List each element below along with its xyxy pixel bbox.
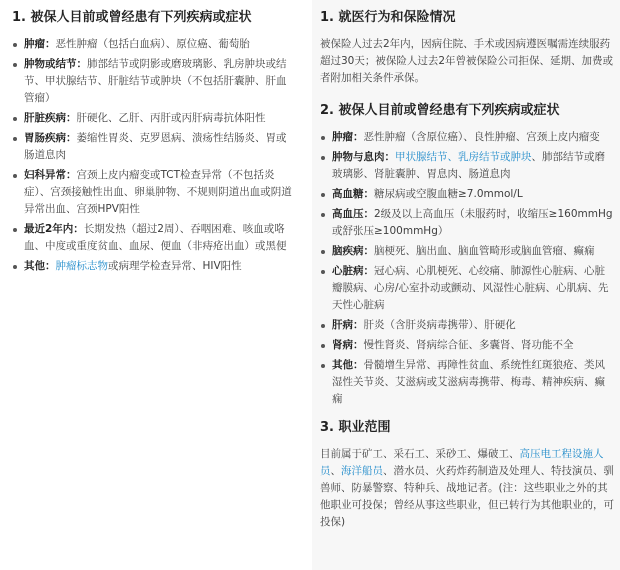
condition-mass-polyp — [320, 149, 614, 183]
condition-brain — [320, 243, 614, 260]
condition-nodule — [12, 56, 294, 107]
tumor-marker-link[interactable]: 肿瘤标志物 — [55, 260, 108, 272]
item-lead: 最近2年内： — [24, 223, 84, 235]
item-text: 长期发热（超过2周）、吞咽困难、咳血或咯血、中度或重度贫血、血尿、便血（非痔疮出血）或黑便 — [24, 223, 287, 252]
item-text: 恶性肿瘤（含原位癌）、良性肿瘤、宫颈上皮内瘤变 — [363, 131, 600, 143]
right-condition-list — [320, 129, 614, 408]
section-2-title: 2. 被保人目前或曾经患有下列疾病或症状 — [320, 103, 560, 118]
item-lead: 胃肠疾病： — [24, 132, 77, 144]
item-text: 2级及以上高血压（未服药时，收缩压≥160mmHg或舒张压≥100mmHg） — [332, 208, 613, 237]
item-text: 糖尿病或空腹血糖≥7.0mmol/L — [374, 188, 523, 200]
item-lead: 脑疾病： — [332, 245, 374, 257]
high-voltage-link[interactable]: 高压电工程设施人员 — [320, 448, 604, 477]
item-text: 、肺部结节或磨玻璃影、肾脏囊肿、胃息肉、肠道息肉 — [332, 151, 605, 180]
item-lead: 肿物与息肉： — [332, 151, 395, 163]
section-3-text — [320, 446, 614, 531]
condition-gastro — [12, 130, 294, 164]
item-lead: 心脏病： — [332, 265, 374, 277]
item-lead: 肝病： — [332, 319, 364, 331]
section-1-title: 1. 就医行为和保险情况 — [320, 10, 456, 25]
item-lead: 高血糖： — [332, 188, 374, 200]
occupation-text-before: 目前属于矿工、采石工、采砂工、爆破工、 — [320, 448, 520, 460]
condition-blood-sugar — [320, 186, 614, 203]
condition-tumor — [320, 129, 614, 146]
condition-tumor — [12, 36, 294, 53]
condition-other — [320, 357, 614, 408]
section-1-text: 被保险人过去2年内，因病住院、手术或因病遵医嘱需连续服药超过30天；被保险人过去2年曾被保险公司拒保、延期、加费或者附加相关条件承保。 — [320, 38, 614, 84]
item-text: 肺部结节或阴影或磨玻璃影、乳房肿块或结节、甲状腺结节、肝脏结节或肿块（不包括肝囊肿、肝血管瘤） — [24, 58, 287, 104]
item-text: 肝硬化、乙肝、丙肝或丙肝病毒抗体阳性 — [76, 112, 266, 124]
left-column — [0, 0, 302, 278]
ocean-crew-link[interactable]: 海洋船员 — [341, 465, 383, 477]
item-text: 慢性肾炎、肾病综合征、多囊肾、肾功能不全 — [363, 339, 574, 351]
occupation-sep: 、 — [330, 465, 341, 477]
left-section-title: 1. 被保人目前或曾经患有下列疾病或症状 — [12, 10, 252, 25]
item-text: 脑梗死、脑出血、脑血管畸形或脑血管瘤、癫痫 — [374, 245, 595, 257]
condition-other — [12, 258, 294, 275]
condition-kidney — [320, 337, 614, 354]
condition-gyn — [12, 167, 294, 218]
condition-blood-pressure — [320, 206, 614, 240]
item-text: 恶性肿瘤（包括白血病）、原位癌、葡萄胎 — [55, 38, 250, 50]
right-column — [312, 0, 620, 570]
item-lead: 高血压： — [332, 208, 374, 220]
item-text: 冠心病、心肌梗死、心绞痛、肺源性心脏病、心脏瓣膜病、心房/心室扑动或颤动、风湿性心脏病、心肌病、先天性心脏病 — [332, 265, 609, 311]
occupation-text-after: 、潜水员、火药炸药制造及处理人、特技演员、驯兽师、防暴警察、特种兵、战地记者。(注：这些职业之外的其他职业可投保；曾经从事这些职业，但已转行为其他职业的，可投保) — [320, 465, 614, 528]
item-text: 萎缩性胃炎、克罗恩病、溃疡性结肠炎、胃或肠道息肉 — [24, 132, 287, 161]
item-lead: 肿瘤： — [24, 38, 56, 50]
item-lead: 肾病： — [332, 339, 364, 351]
item-lead: 肿瘤： — [332, 131, 364, 143]
left-condition-list — [12, 36, 294, 275]
thyroid-breast-link[interactable]: 甲状腺结节、乳房结节或肿块 — [395, 151, 532, 163]
section-3-title: 3. 职业范围 — [320, 420, 391, 435]
item-lead: 肝脏疾病： — [24, 112, 77, 124]
condition-heart — [320, 263, 614, 314]
item-text: 宫颈上皮内瘤变或TCT检查异常（不包括炎症）、宫颈接触性出血、卵巢肿物、不规则阴道出血或阴道异常出血、宫颈HPV阳性 — [24, 169, 292, 215]
condition-recent — [12, 221, 294, 255]
condition-liver — [320, 317, 614, 334]
condition-liver — [12, 110, 294, 127]
item-lead: 妇科异常： — [24, 169, 77, 181]
item-lead: 肿物或结节： — [24, 58, 87, 70]
item-text: 或病理学检查异常、HIV阳性 — [108, 260, 242, 272]
item-text: 肝炎（含肝炎病毒携带）、肝硬化 — [363, 319, 516, 331]
item-text: 骨髓增生异常、再障性贫血、系统性红斑狼疮、类风湿性关节炎、艾滋病或艾滋病毒携带、梅毒、精神疾病、癫痫 — [332, 359, 605, 405]
item-lead: 其他： — [24, 260, 56, 272]
item-lead: 其他： — [332, 359, 364, 371]
